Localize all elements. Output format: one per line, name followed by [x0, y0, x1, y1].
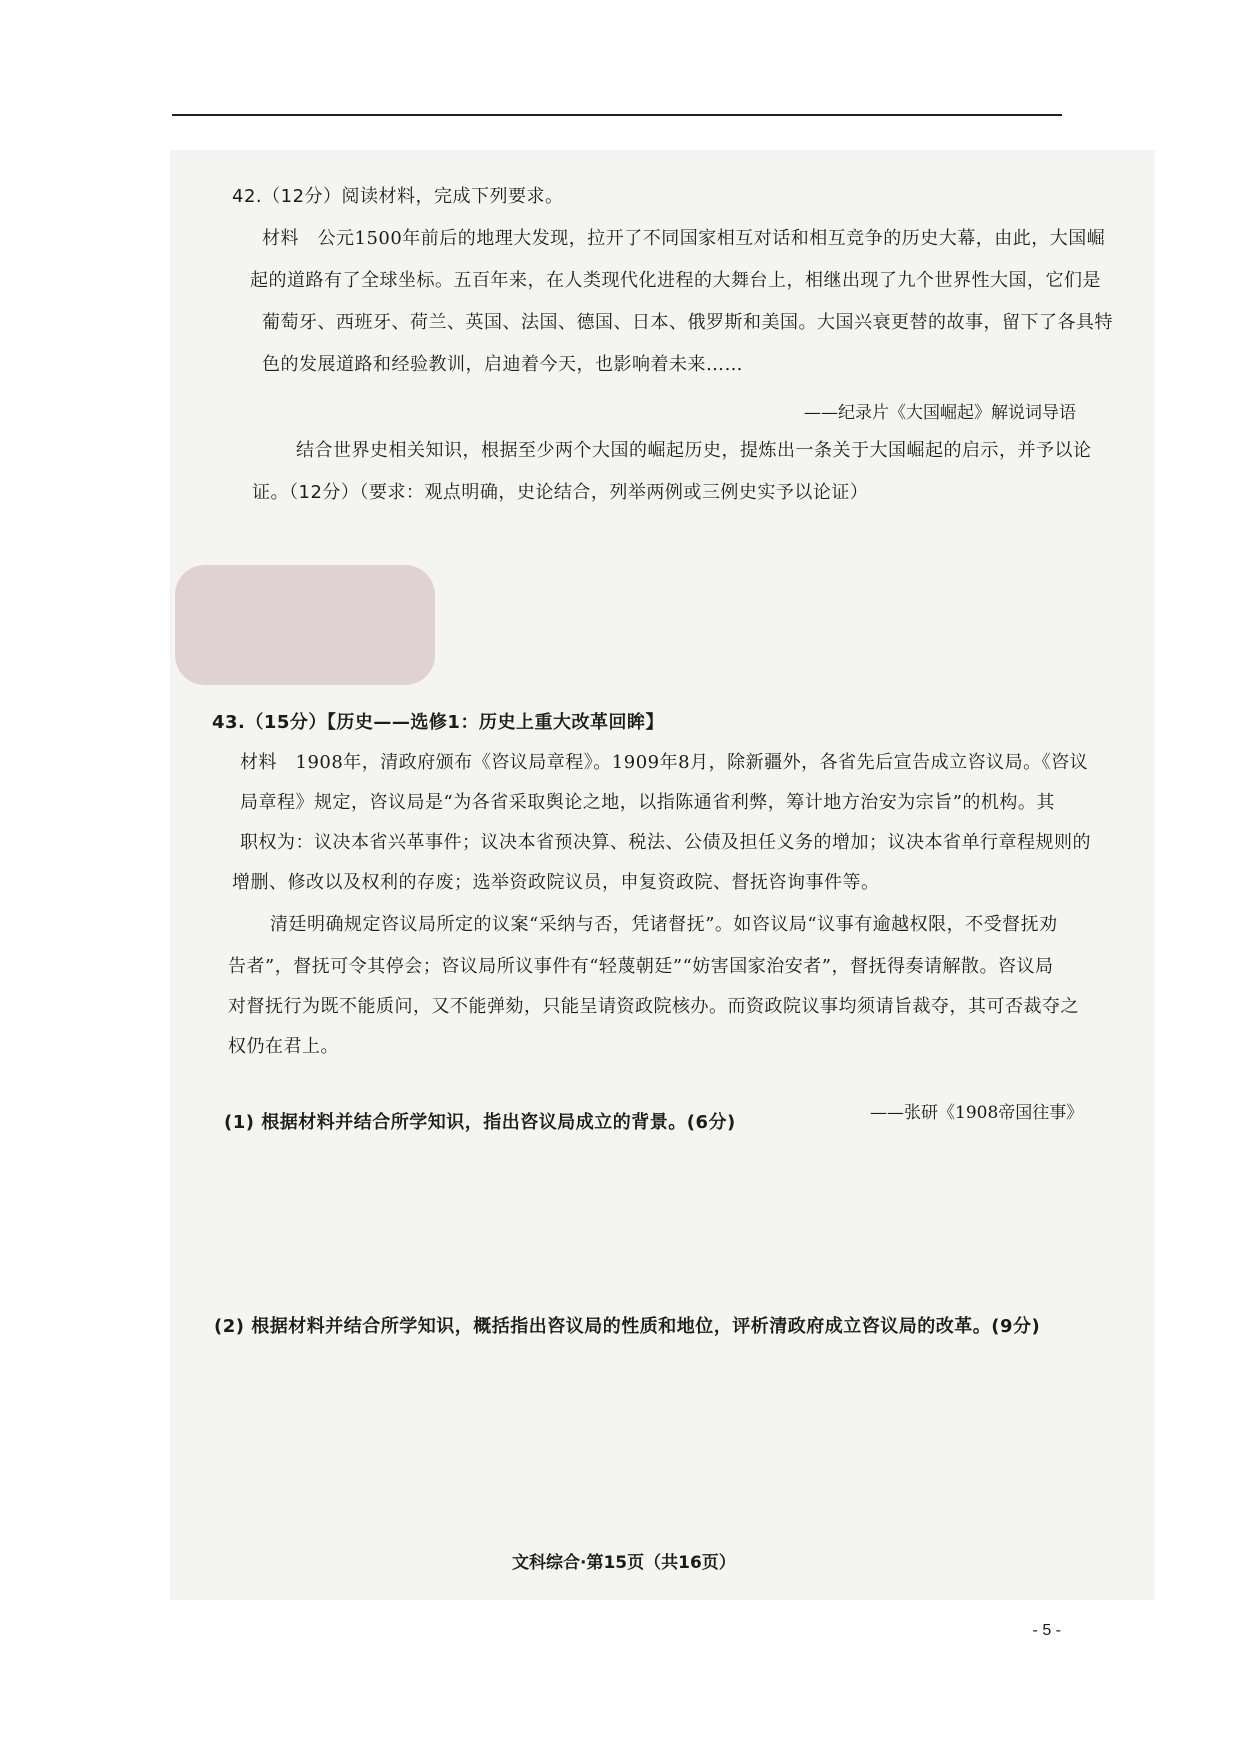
q43-material-line-4: 增删、修改以及权利的存废；选举资政院议员，申复资政院、督抚咨询事件等。 [232, 872, 880, 893]
q42-source: ——纪录片《大国崛起》解说词导语 [804, 403, 1076, 423]
q43-material-line-7: 对督抚行为既不能质问，又不能弹劾，只能呈请资政院核办。而资政院议事均须请旨裁夺，其可否裁夺之 [228, 996, 1079, 1017]
page-number: - 5 - [1032, 1622, 1061, 1639]
header-rule [172, 114, 1062, 116]
q43-material-line-5: 清廷明确规定咨议局所定的议案“采纳与否，凭诸督抚”。如咨议局“议事有逾越权限，不受督抚劝 [270, 914, 1058, 935]
q43-material-line-3: 职权为：议决本省兴革事件；议决本省预决算、税法、公债及担任义务的增加；议决本省单行章程规则的 [240, 832, 1091, 853]
q43-title: 43.（15分）【历史——选修1：历史上重大改革回眸】 [212, 712, 664, 733]
q43-material-line-2: 局章程》规定，咨议局是“为各省采取舆论之地，以指陈通省利弊，筹计地方治安为宗旨”的机构。其 [240, 792, 1055, 813]
q42-material-line-3: 葡萄牙、西班牙、荷兰、英国、法国、德国、日本、俄罗斯和美国。大国兴衰更替的故事，留下了各具特 [262, 312, 1113, 333]
q43-source: ——张研《1908帝国往事》 [870, 1103, 1084, 1123]
q43-material-line-6: 告者”，督抚可令其停会；咨议局所议事件有“轻蔑朝廷”“妨害国家治安者”，督抚得奏请解散。咨议局 [228, 956, 1054, 977]
exam-footer: 文科综合·第15页（共16页） [512, 1553, 736, 1573]
q43-material-line-8: 权仍在君上。 [228, 1036, 339, 1057]
scan-smudge [175, 565, 435, 685]
q42-material-line-2: 起的道路有了全球坐标。五百年来，在人类现代化进程的大舞台上，相继出现了九个世界性大国，它们是 [250, 270, 1101, 291]
q42-material-line-4: 色的发展道路和经验教训，启迪着今天，也影响着未来…… [262, 354, 743, 375]
q43-subquestion-1: (1) 根据材料并结合所学知识，指出咨议局成立的背景。(6分) [224, 1112, 736, 1133]
q43-subquestion-2: (2) 根据材料并结合所学知识，概括指出咨议局的性质和地位，评析清政府成立咨议局的改革。(9分) [214, 1316, 1041, 1337]
q42-requirement-line-2: 证。（12分）（要求：观点明确，史论结合，列举两例或三例史实予以论证） [252, 482, 869, 503]
q42-requirement-line-1: 结合世界史相关知识，根据至少两个大国的崛起历史，提炼出一条关于大国崛起的启示，并予以论 [296, 440, 1092, 461]
q43-material-line-1: 材料 1908年，清政府颁布《咨议局章程》。1909年8月，除新疆外，各省先后宣告成立咨议局。《咨议 [240, 752, 1089, 773]
q42-title: 42.（12分）阅读材料，完成下列要求。 [232, 186, 564, 207]
q42-material-line-1: 材料 公元1500年前后的地理大发现，拉开了不同国家相互对话和相互竞争的历史大幕，由此，大国崛 [262, 228, 1106, 249]
